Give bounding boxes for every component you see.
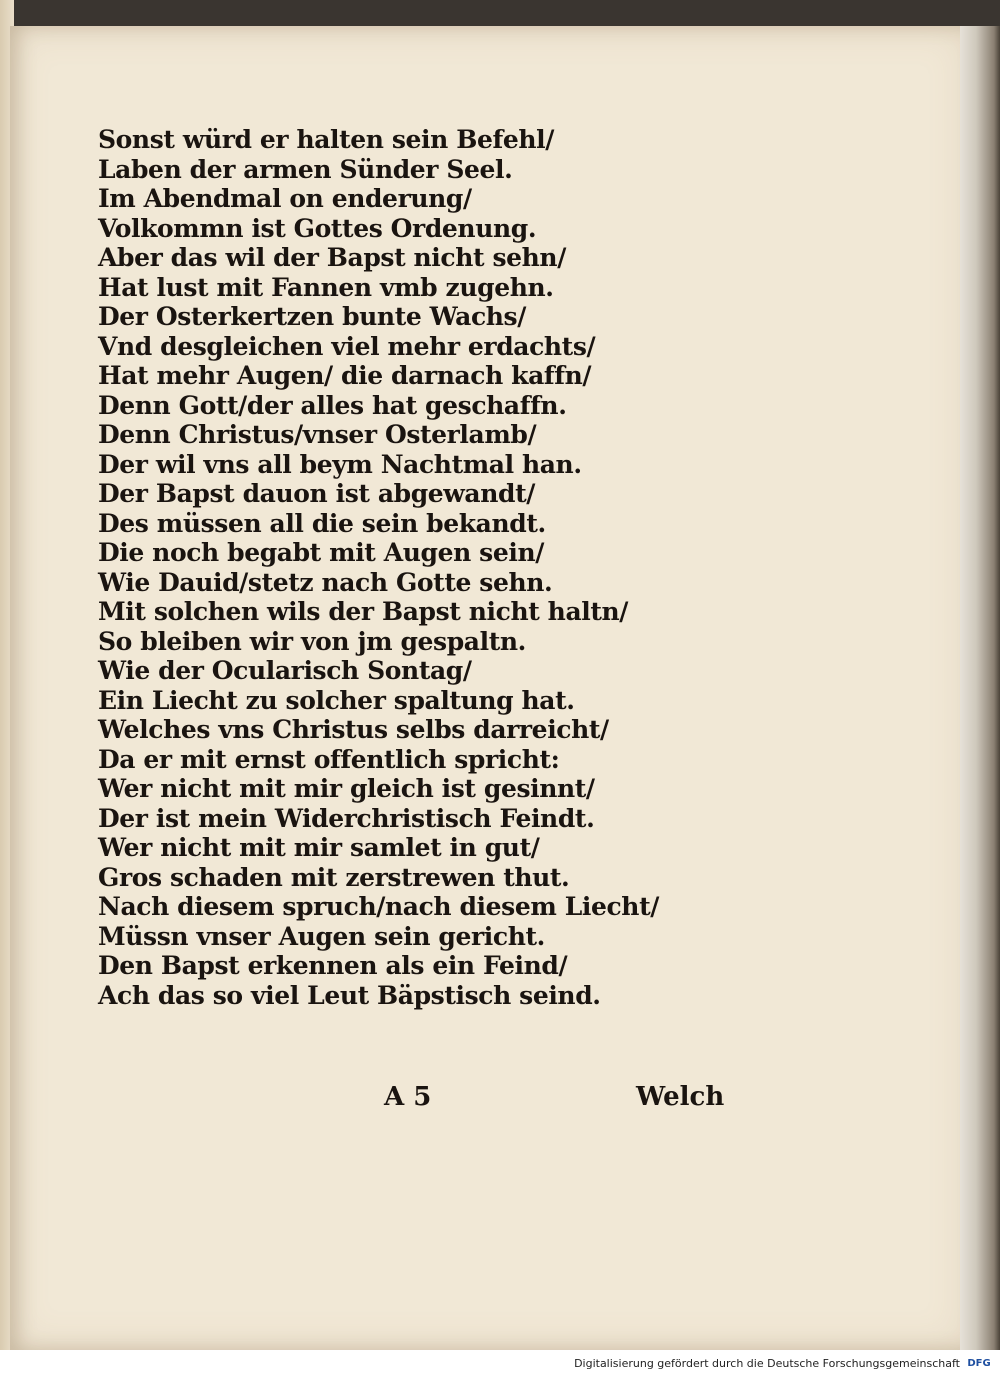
right-board-edge [960, 26, 1000, 1350]
signature-mark: A 5 [384, 1082, 432, 1112]
verse-line: Die noch begabt mit Augen sein/ [98, 538, 544, 567]
verse-line: Der Bapst dauon ist abgewandt/ [98, 479, 535, 508]
verse-line: So bleiben wir von jm gespaltn. [98, 626, 526, 656]
verse-line: Wie der Ocularisch Sontag/ [98, 656, 472, 685]
verse-line: Ach das so viel Leut Bäpstisch seind. [98, 980, 601, 1010]
verse-line: Nach diesem spruch/nach diesem Liecht/ [98, 892, 659, 921]
verse-line: Des müssen all die sein bekandt. [98, 508, 546, 538]
verse-line: Welches vns Christus selbs darreicht/ [98, 715, 609, 744]
verse-line: Wer nicht mit mir gleich ist gesinnt/ [98, 774, 595, 803]
verse-line: Volkommn ist Gottes Ordenung. [98, 213, 537, 243]
verse-line: Im Abendmal on enderung/ [98, 184, 472, 213]
verse-line: Vnd desgleichen viel mehr erdachts/ [98, 331, 596, 361]
verse-line: Hat lust mit Fannen vmb zugehn. [98, 272, 554, 302]
dfg-logo-text: DFG [967, 1358, 991, 1369]
verse-line: Wer nicht mit mir samlet in gut/ [98, 833, 540, 862]
verse-line: Denn Gott/der alles hat geschaffn. [98, 390, 567, 420]
verse-line: Den Bapst erkennen als ein Feind/ [98, 951, 568, 980]
verse-line: Wie Dauid/stetz nach Gotte sehn. [98, 567, 553, 597]
dfg-logo-icon [964, 1355, 994, 1369]
verse-line: Ein Liecht zu solcher spaltung hat. [98, 685, 575, 715]
verse-line: Gros schaden mit zerstrewen thut. [98, 862, 570, 892]
verse-line: Aber das wil der Bapst nicht sehn/ [98, 243, 566, 272]
verse-line: Hat mehr Augen/ die darnach kaffn/ [98, 361, 592, 390]
verse-line: Da er mit ernst offentlich spricht: [98, 744, 560, 774]
verse-line: Müssn vnser Augen sein gericht. [98, 921, 545, 951]
verse-line: Der ist mein Widerchristisch Feindt. [98, 803, 595, 833]
verse-line: Der wil vns all beym Nachtmal han. [98, 449, 582, 479]
funding-credit: Digitalisierung gefördert durch die Deutsche Forschungsgemeinschaft [574, 1357, 960, 1370]
verse-line: Laben der armen Sünder Seel. [98, 154, 513, 184]
verse-text [98, 125, 659, 1010]
verse-line: Sonst würd er halten sein Befehl/ [98, 125, 554, 154]
verse-line: Denn Christus/vnser Osterlamb/ [98, 420, 537, 449]
verse-line: Der Osterkertzen bunte Wachs/ [98, 302, 526, 331]
verse-line: Mit solchen wils der Bapst nicht haltn/ [98, 597, 628, 626]
catchword: Welch [636, 1082, 725, 1112]
